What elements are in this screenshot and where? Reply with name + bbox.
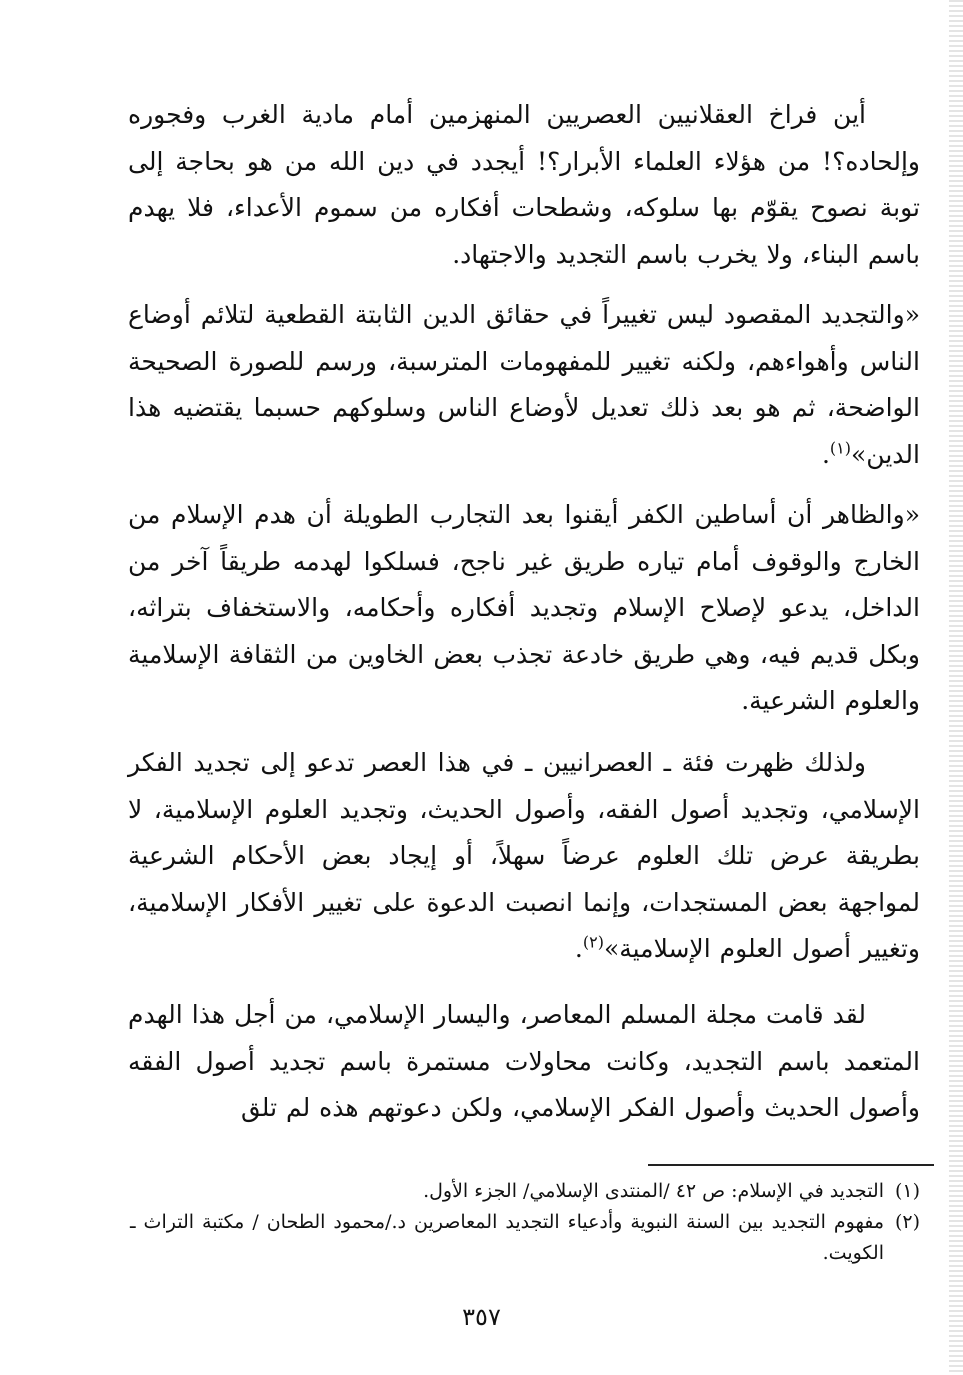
paragraph-5	[128, 992, 920, 1132]
footnote-number: (٢)	[894, 1211, 920, 1233]
footnote-text: مفهوم التجديد بين السنة النبوية وأدعياء التجديد المعاصرين د./محمود الطحان / مكتبة التراث ـ الكويت.	[130, 1211, 884, 1264]
footnote-text: التجديد في الإسلام: ص ٤٢ /المنتدى الإسلامي/ الجزء الأول.	[423, 1180, 884, 1202]
paragraph-1	[128, 92, 920, 278]
paragraph-3-block	[128, 492, 920, 725]
footnote-number: (١)	[894, 1180, 920, 1202]
paragraph-4	[128, 740, 920, 973]
paragraph-2-block	[128, 292, 920, 478]
page-number: ٣٥٧	[462, 1303, 501, 1331]
paragraph-text: أين فراخ العقلانيين العصريين المنهزمين أمام مادية الغرب وفجوره وإلحاده؟! من هؤلاء العلماء الأبرار؟! أيجدد في دين الله من هو بحاجة إلى توبة نصوح يقوّم بها سلوكه، وشطحات أفكاره من سموم الأعداء، فلا يهدم باسم البناء، ولا يخرب باسم التجديد والاجتهاد.	[128, 100, 920, 269]
footnotes	[130, 1176, 920, 1269]
footnote-1	[130, 1176, 920, 1207]
paragraph-text: «والظاهر أن أساطين الكفر أيقنوا بعد التجارب الطويلة أن هدم الإسلام من الخارج والوقوف أمام تياره طريق غير ناجح، فسلكوا لهدمه طريقاً آخر من الداخل، يدعو لإصلاح الإسلام وتجديد أفكاره وأحكامه، والاستخفاف بتراثه، وبكل قديم فيه، وهي طريق خادعة تجذب بعض الخاوين من الثقافة الإسلامية والعلوم الشرعية.	[128, 500, 920, 715]
paragraph-text: «والتجديد المقصود ليس تغييراً في حقائق الدين الثابتة القطعية لتلائم أوضاع الناس وأهواءهم، ولكنه تغيير للمفهومات المترسبة، ورسم للصورة الصحيحة الواضحة، ثم هو بعد ذلك تعديل لأوضاع الناس وسلوكهم حسبما يقتضيه هذا الدين»	[128, 300, 920, 469]
paragraph-4-block	[128, 740, 920, 973]
footnote-separator	[648, 1164, 934, 1166]
footnote-ref-1: (١)	[829, 438, 852, 458]
paragraph-2	[128, 292, 920, 478]
footnote-2	[130, 1207, 920, 1269]
paragraph-end: .	[574, 934, 583, 963]
paragraph-text: ولذلك ظهرت فئة ـ العصرانيين ـ في هذا العصر تدعو إلى تجديد الفكر الإسلامي، وتجديد أصول الفقه، وأصول الحديث، وتجديد العلوم الإسلامية، لا بطريقة عرض تلك العلوم عرضاً سهلاً، أو إيجاد بعض الأحكام الشرعية لمواجهة بعض المستجدات، وإنما انصبت الدعوة على تغيير الأفكار الإسلامية، وتغيير أصول العلوم الإسلامية»	[128, 748, 920, 963]
paragraph-1-block	[128, 92, 920, 278]
paragraph-3	[128, 492, 920, 725]
paragraph-5-block	[128, 992, 920, 1132]
page-edge-shadow	[949, 0, 963, 1375]
paragraph-text: لقد قامت مجلة المسلم المعاصر، واليسار الإسلامي، من أجل هذا الهدم المتعمد باسم التجديد، وكانت محاولات مستمرة باسم تجديد أصول الفقه وأصول الحديث وأصول الفكر الإسلامي، ولكن دعوتهم هذه لم تلق	[128, 1000, 920, 1122]
paragraph-end: .	[821, 439, 830, 469]
footnote-ref-2: (٢)	[582, 932, 604, 952]
